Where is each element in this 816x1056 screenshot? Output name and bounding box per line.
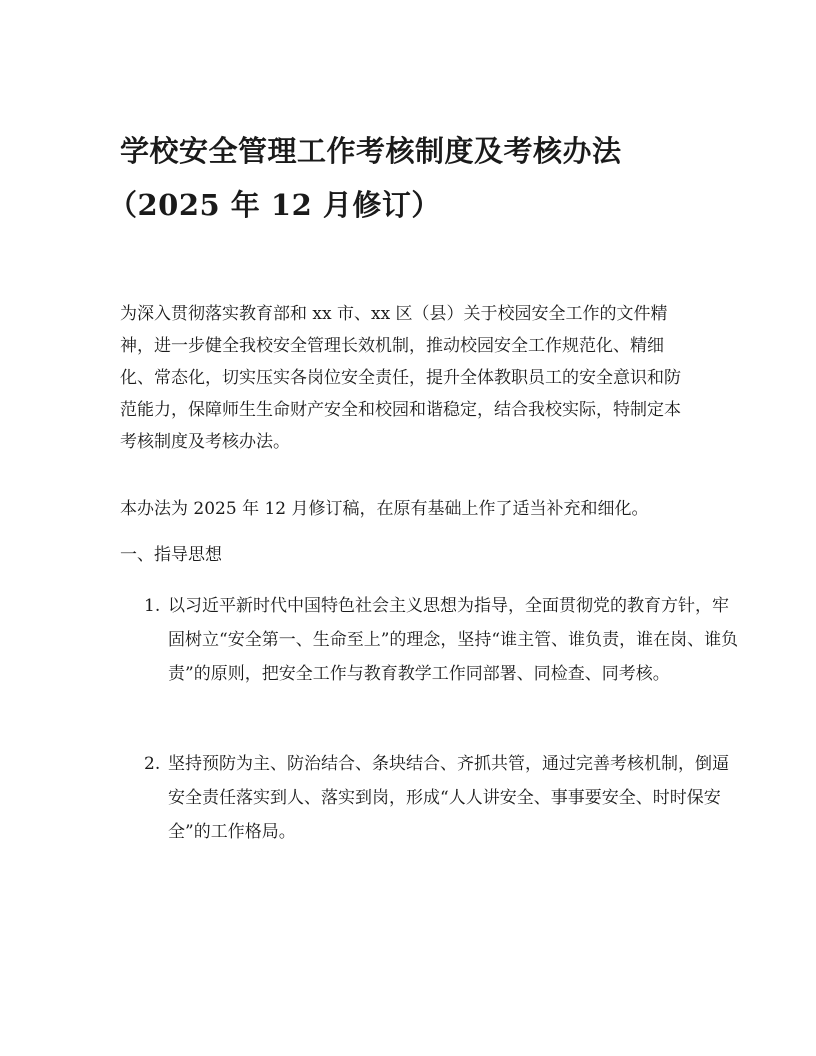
title-line-1: 学校安全管理工作考核制度及考核办法 <box>120 134 622 168</box>
section-heading-guiding-ideology: 一、指导思想 <box>120 545 222 565</box>
document-title <box>108 124 700 232</box>
intro-paragraph: 为深入贯彻落实教育部和 xx 市、xx 区（县）关于校园安全工作的文件精神，进一步健全我校安全管理长效机制，推动校园安全工作规范化、精细化、常态化，切实压实各岗位安全责任，提升全体教职员工的安全意识和防范能力，保障师生生命财产安全和校园和谐稳定，结合我校实际，特制定本考核制度及考核办法。 <box>120 304 681 452</box>
title-line-2: （2025 年 12 月修订） <box>108 188 441 222</box>
revision-note-paragraph: 本办法为 2025 年 12 月修订稿，在原有基础上作了适当补充和细化。 <box>120 499 649 519</box>
list-item-text: 以习近平新时代中国特色社会主义思想为指导，全面贯彻党的教育方针，牢固树立“安全第一、生命至上”的理念，坚持“谁主管、谁负责，谁在岗、谁负责”的原则，把安全工作与教育教学工作同部署、同检查、同考核。 <box>168 596 739 684</box>
list-item <box>120 589 744 691</box>
list-item-number: 2. <box>144 754 161 774</box>
list-item-text: 坚持预防为主、防治结合、条块结合、齐抓共管，通过完善考核机制，倒逼安全责任落实到人、落实到岗，形成“人人讲安全、事事要安全、时时保安全”的工作格局。 <box>168 754 729 842</box>
list-item-number: 1. <box>144 596 161 616</box>
list-item <box>120 747 744 849</box>
